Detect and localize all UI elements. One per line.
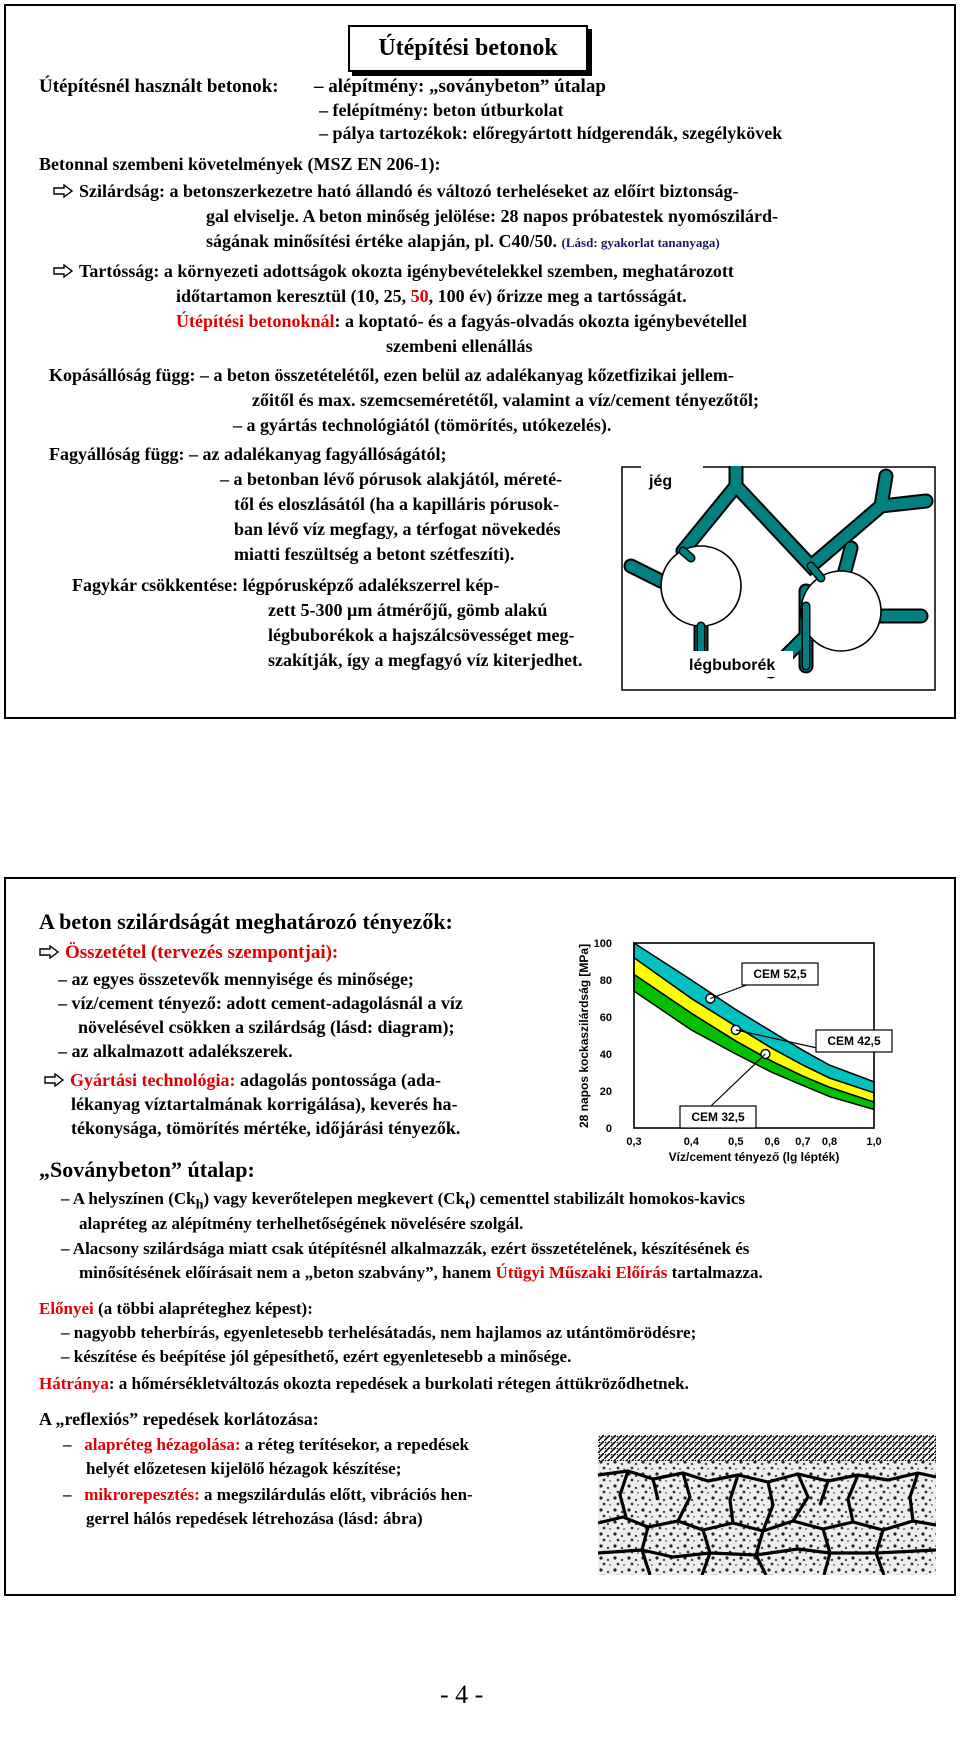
y-axis-label: 28 napos kockaszilárdság [MPa] [577,943,591,1128]
frost-line: miatti feszültség a betont szétfeszíti). [234,544,515,564]
technology-line: tékonysága, tömörítés mértéke, időjárási tényezők. [71,1118,461,1138]
series-label: CEM 42,5 [827,1034,881,1048]
composition-item: – az egyes összetevők mennyisége és minősége; [58,969,414,989]
reflective-item: gerrel hálós repedések létrehozása (lásd: ábra) [86,1509,423,1528]
reflective-item: helyét előzetesen kijelölő hézagok készítése; [86,1459,402,1478]
page-number: - 4 - [440,1680,484,1709]
y-tick-label: 0 [605,1123,612,1135]
strength-wc-chart [574,925,934,1175]
hollow-arrow-icon [53,264,73,278]
x-tick-label: 0,5 [728,1136,744,1148]
technology-line: Gyártási technológia: adagolás pontossága (ada- [44,1070,441,1091]
hollow-arrow-icon [44,1073,64,1087]
lean-line: minősítésének előírásait nem a „beton szabvány”, hanem Útügyi Műszaki Előírás tartalmazza. [79,1263,763,1282]
reflective-heading: A „reflexiós” repedések korlátozása: [39,1409,319,1429]
air-bubble [801,571,881,651]
frost-line: Fagyállóság függ: – az adalékanyag fagyállóságától; [49,444,447,464]
slide-heading: A beton szilárdságát meghatározó tényezők: [39,909,453,934]
x-tick-label: 0,6 [764,1136,780,1148]
frost-line: ban lévő víz megfagy, a térfogat növekedés [234,519,561,539]
abrasion-line: zőitől és max. szemcseméretétől, valamint a víz/cement tényezőtől; [252,390,759,410]
composition-title: Összetétel (tervezés szempontjai): [39,942,338,964]
composition-item: növelésével csökken a szilárdság (lásd: diagram); [78,1017,455,1037]
x-tick-label: 0,3 [626,1136,642,1148]
frost-reduction-line: szakítják, így a megfagyó víz kiterjedhet. [268,650,583,670]
durability-line: Tartósság: a környezeti adottságok okozta igénybevételekkel szemben, meghatározott [53,261,734,282]
disadvantage-line: Hátránya: a hőmérsékletváltozás okozta repedések a burkolati rétegen áttükröződhetnek. [39,1374,689,1393]
intro-label: Útépítésnél használt betonok: [39,76,279,97]
hollow-arrow-icon [39,945,59,959]
advantage-item: – nagyobb teherbírás, egyenletesebb terhelésátadás, nem hajlamos az utántömörödésre; [61,1323,697,1342]
lean-concrete-heading: „Soványbeton” útalap: [39,1157,255,1182]
series-label: CEM 52,5 [753,967,807,981]
durability-line: Útépítési betonoknál: a koptató- és a fagyás-olvadás okozta igénybevétellel [176,311,747,331]
durability-line: időtartamon keresztül (10, 25, 50, 100 év) őrizze meg a tartósságát. [176,286,687,306]
microcrack-illustration [598,1435,936,1575]
composition-item: – az alkalmazott adalékszerek. [58,1041,293,1061]
strength-line: Szilárdság: a betonszerkezetre ható állandó és változó terheléseket az előírt biztonság- [53,181,739,202]
durability-line: szembeni ellenállás [386,336,533,356]
abrasion-line: Kopásállóság függ: – a beton összetételétől, ezen belül az adalékanyag kőzetfizikai jellem- [49,365,734,385]
technology-line: lékanyag víztartalmának korrigálása), keverés ha- [71,1094,458,1114]
slide-title: Útépítési betonok [348,25,588,72]
abrasion-line: – a gyártás technológiától (tömörítés, utókezelés). [233,415,612,435]
lean-line: alapréteg az alépítmény terhelhetőségének növelésére szolgál. [79,1214,524,1233]
composition-item: – víz/cement tényező: adott cement-adagolásnál a víz [58,993,463,1013]
frost-line: – a betonban lévő pórusok alakjától, méreté- [220,469,563,489]
lean-line: – A helyszínen $(Ck_h)$ vagy keverőtelepen megkevert $(Ck_t)$ cementtel stabilizált homokos-kavics [61,1189,746,1213]
slide-beton-szilardsag [4,877,956,1596]
intro-item: – pálya tartozékok: előregyártott hídgerendák, szegélykövek [319,123,783,143]
slide-utepitesi-betonok [4,4,956,719]
frost-reduction-line: légbuborékok a hajszálcsövességet meg- [268,625,575,645]
reflective-item: – mikrorepesztés: a megszilárdulás előtt, vibrációs hen- [63,1485,473,1504]
strength-note: (Lásd: gyakorlat tananyaga) [561,235,720,250]
advantages-title: Előnyei (a többi alapréteghez képest): [39,1299,313,1318]
y-tick-label: 20 [599,1086,612,1098]
x-tick-label: 0,8 [821,1136,838,1148]
bubble-label: légbuborék [689,657,776,674]
y-tick-label: 60 [599,1012,612,1024]
y-tick-label: 100 [593,938,612,950]
frost-line: től és eloszlásától (ha a kapilláris pórusok- [234,494,560,514]
pore-ice-diagram [621,466,936,691]
series-label: CEM 32,5 [691,1110,745,1124]
strength-line: ságának minősítési értéke alapján, pl. C40/50. (Lásd: gyakorlat tananyaga) [206,231,720,251]
strength-line: gal elviselje. A beton minőség jelölése: 28 napos próbatestek nyomószilárd- [206,206,778,226]
intro-item: – alépítmény: „soványbeton” útalap [314,76,606,97]
reflective-item: – alapréteg hézagolása: a réteg terítésekor, a repedések [63,1435,470,1454]
air-bubble [661,546,741,626]
requirements-heading: Betonnal szembeni követelmények (MSZ EN 206-1): [39,154,441,174]
hollow-arrow-icon [53,184,73,198]
intro-item: – felépítmény: beton útburkolat [319,100,564,120]
y-tick-label: 40 [599,1049,612,1061]
x-tick-label: 0,4 [683,1136,699,1148]
ice-label: jég [649,473,673,490]
y-tick-label: 80 [599,975,612,987]
x-axis-label: Víz/cement tényező (lg lépték) [668,1150,840,1164]
x-tick-label: 1,0 [866,1136,882,1148]
data-point [731,1025,740,1034]
lean-line: – Alacsony szilárdsága miatt csak útépítésnél alkalmazzák, ezért összetételének, készítésének és [61,1239,750,1258]
frost-reduction-line: zett 5-300 µm átmérőjű, gömb alakú [268,600,548,620]
advantage-item: – készítése és beépítése jól gépesíthető, ezért egyenletesebb a minősége. [61,1347,572,1366]
x-tick-label: 0,7 [795,1136,811,1148]
frost-reduction-line: Fagykár csökkentése: légpórusképző adalékszerrel kép- [72,575,500,595]
